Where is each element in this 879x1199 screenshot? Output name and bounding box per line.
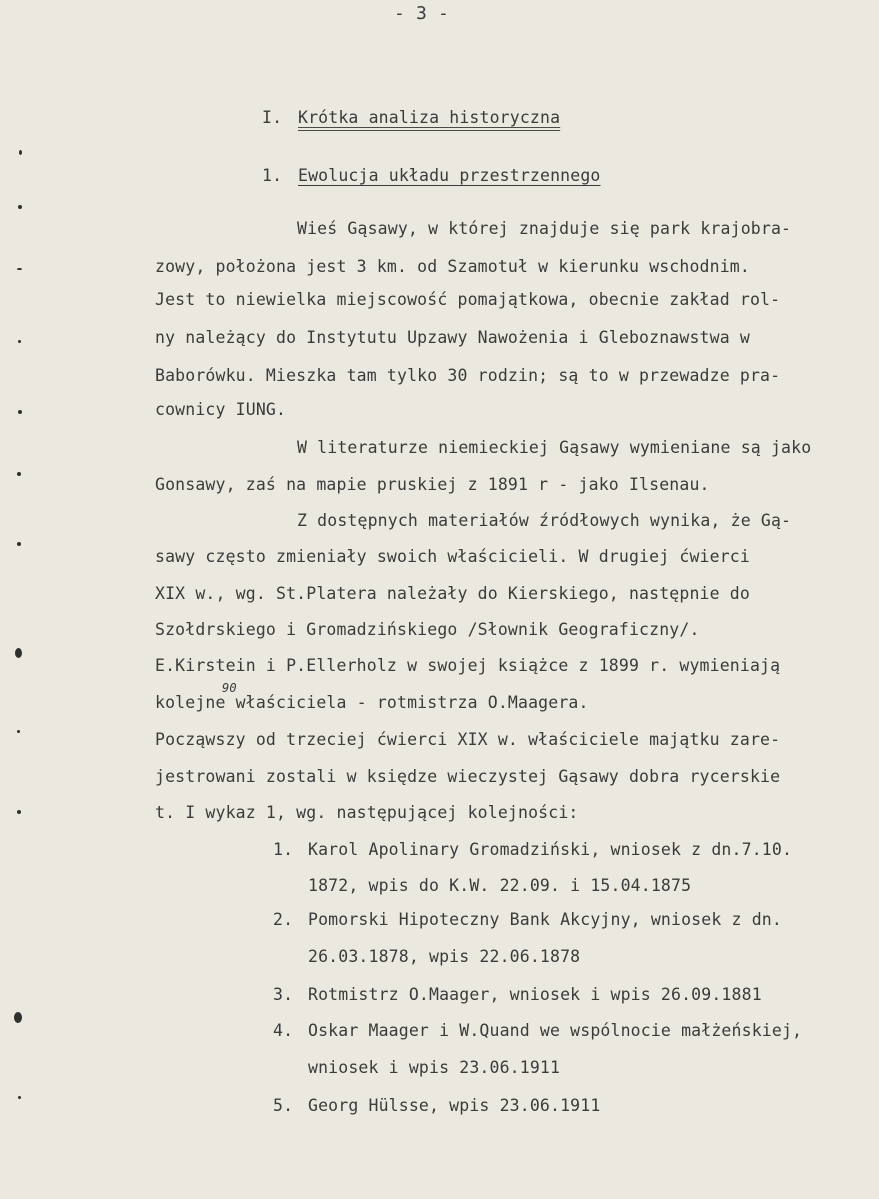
binder-mark <box>17 472 21 476</box>
text-line: Baborówku. Mieszka tam tylko 30 rodzin; są to w przewadze pra- <box>155 366 781 385</box>
subsection-number: 1. <box>262 166 283 185</box>
binder-mark <box>17 268 22 270</box>
text-line: zowy, położona jest 3 km. od Szamotuł w kierunku wschodnim. <box>155 257 750 276</box>
list-item-text: Georg Hülsse, wpis 23.06.1911 <box>308 1096 601 1115</box>
text-line: Z dostępnych materiałów źródłowych wynika, że Gą- <box>297 511 792 530</box>
section-title: Krótka analiza historyczna <box>298 108 561 127</box>
text-line: cownicy IUNG. <box>155 400 287 419</box>
list-item-number: 2. <box>273 910 294 929</box>
list-item-text: Karol Apolinary Gromadziński, wniosek z dn.7.10. <box>308 840 793 859</box>
list-item-text: 1872, wpis do K.W. 22.09. i 15.04.1875 <box>308 876 692 895</box>
text-line: t. I wykaz 1, wg. następującej kolejności: <box>155 803 579 822</box>
list-item-number: 4. <box>273 1021 294 1040</box>
binder-mark <box>17 542 21 546</box>
text-line: XIX w., wg. St.Platera należały do Kierskiego, następnie do <box>155 584 750 603</box>
binder-mark <box>18 1096 21 1099</box>
list-item-number: 3. <box>273 985 294 1004</box>
binder-mark <box>17 730 20 733</box>
binder-mark <box>18 340 21 343</box>
list-item-text: wniosek i wpis 23.06.1911 <box>308 1058 561 1077</box>
list-item-number: 1. <box>273 840 294 859</box>
text-line: W literaturze niemieckiej Gąsawy wymieniane są jako <box>297 438 812 457</box>
subsection-title: Ewolucja układu przestrzennego <box>298 166 601 185</box>
list-item-number: 5. <box>273 1096 294 1115</box>
section-number: I. <box>262 108 283 127</box>
page-number: - 3 - <box>394 3 449 24</box>
text-line: jestrowani zostali w księdze wieczystej Gąsawy dobra rycerskie <box>155 767 781 786</box>
list-item-text: Oskar Maager i W.Quand we wspólnocie małżeńskiej, <box>308 1021 803 1040</box>
list-item-text: 26.03.1878, wpis 22.06.1878 <box>308 947 581 966</box>
text-line: E.Kirstein i P.Ellerholz w swojej książce z 1899 r. wymieniają <box>155 656 781 675</box>
list-item-text: Rotmistrz O.Maager, wniosek i wpis 26.09.1881 <box>308 985 762 1004</box>
binder-mark <box>19 150 22 155</box>
text-line: Począwszy od trzeciej ćwierci XIX w. właściciele majątku zare- <box>155 730 781 749</box>
text-line: Gonsawy, zaś na mapie pruskiej z 1891 r - jako Ilsenau. <box>155 475 710 494</box>
text-line: ny należący do Instytutu Upzawy Nawożenia i Gleboznawstwa w <box>155 328 750 347</box>
list-item-text: Pomorski Hipoteczny Bank Akcyjny, wniosek z dn. <box>308 910 782 929</box>
binder-mark <box>18 410 22 414</box>
handwritten-note: 90 <box>222 681 237 695</box>
binder-mark <box>14 1012 22 1023</box>
text-line: sawy często zmieniały swoich właścicieli. W drugiej ćwierci <box>155 547 750 566</box>
binder-mark <box>17 810 21 814</box>
text-line: kolejne właściciela - rotmistrza O.Maagera. <box>155 693 589 712</box>
binder-mark <box>15 648 22 658</box>
text-line: Szołdrskiego i Gromadzińskiego /Słownik Geograficzny/. <box>155 620 700 639</box>
text-line: Jest to niewielka miejscowość pomajątkowa, obecnie zakład rol- <box>155 290 781 309</box>
text-line: Wieś Gąsawy, w której znajduje się park krajobra- <box>297 219 792 238</box>
binder-mark <box>18 205 22 209</box>
